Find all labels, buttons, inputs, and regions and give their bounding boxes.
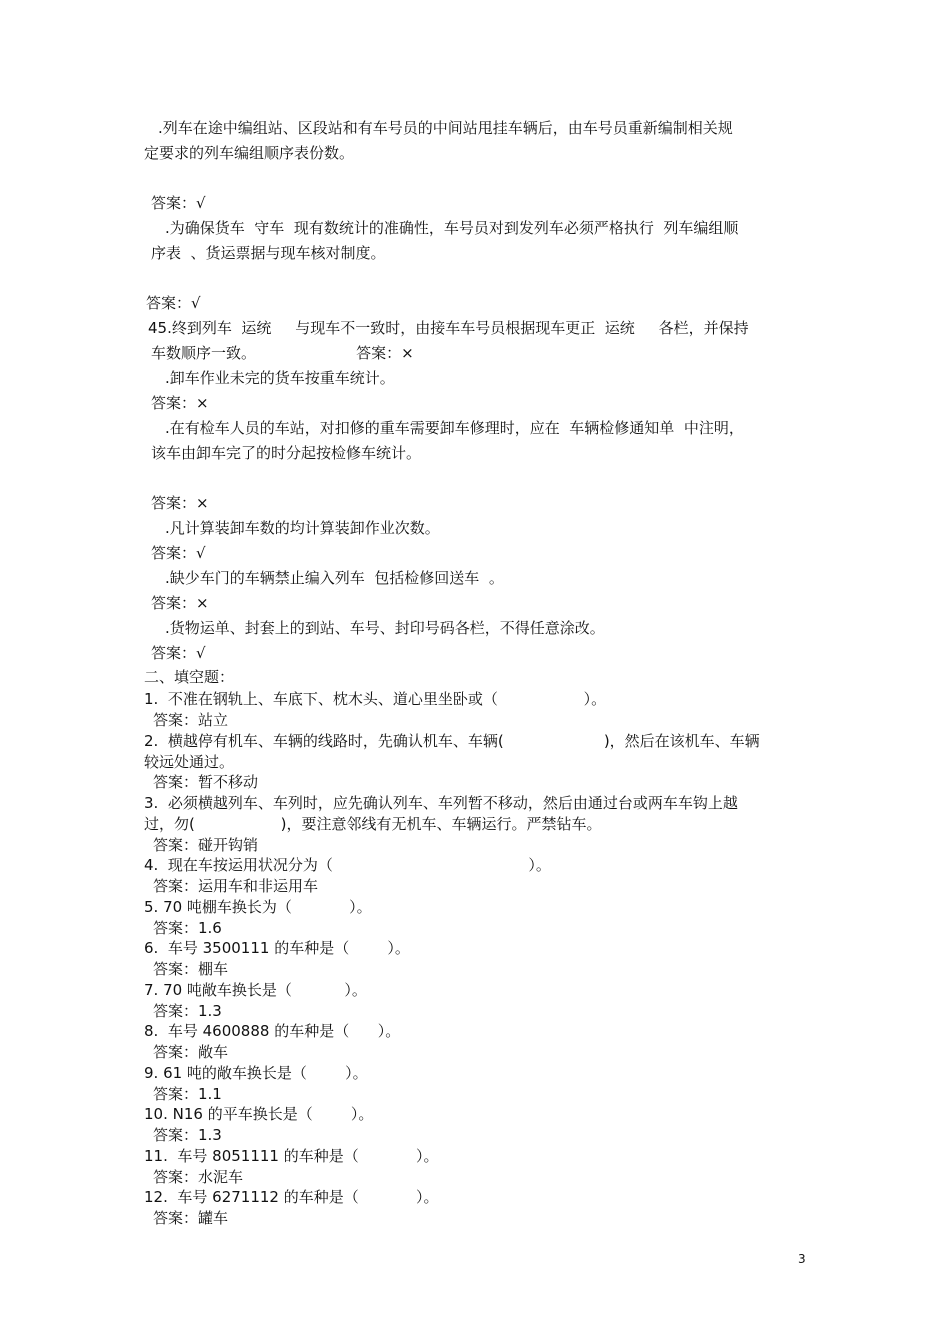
- question-text: 5. 70 吨棚车换长为（ ）。: [144, 898, 372, 916]
- question-text: 4. 现在车按运用状况分为（ ）。: [144, 856, 551, 874]
- question-text: 该车由卸车完了的时分起按检修车统计。: [151, 444, 422, 462]
- question-text: 8. 车号 4600888 的车种是（ ）。: [144, 1022, 401, 1040]
- question-text: 过，勿( )，要注意邻线有无机车、车辆运行。严禁钻车。: [144, 815, 602, 833]
- answer-text: 答案：运用车和非运用车: [153, 877, 319, 895]
- question-text: .凡计算装卸车数的均计算装卸作业次数。: [165, 519, 440, 537]
- question-text: 1. 不准在钢轨上、车底下、枕木头、道心里坐卧或（ ）。: [144, 690, 607, 708]
- answer-text: 答案：√: [151, 194, 206, 212]
- question-text: 11. 车号 8051111 的车种是（ ）。: [144, 1147, 439, 1165]
- page-number: 3: [798, 1252, 806, 1266]
- question-text: .卸车作业未完的货车按重车统计。: [165, 369, 395, 387]
- question-text: 2. 横越停有机车、车辆的线路时，先确认机车、车辆( )，然后在该机车、车辆: [144, 732, 760, 750]
- question-text: 序表 、货运票据与现车核对制度。: [151, 244, 386, 262]
- question-text: 7. 70 吨敞车换长是（ ）。: [144, 981, 367, 999]
- question-text: 10. N16 的平车换长是（ ）。: [144, 1105, 374, 1123]
- answer-text: 答案：1.3: [153, 1126, 222, 1144]
- answer-text: 答案：√: [146, 294, 201, 312]
- answer-text: 答案：站立: [153, 711, 229, 729]
- answer-text: 答案：1.1: [153, 1085, 222, 1103]
- answer-text: 答案：暂不移动: [153, 773, 259, 791]
- answer-text: 答案：√: [151, 644, 206, 662]
- answer-text: 答案：×: [151, 394, 209, 412]
- question-text: .列车在途中编组站、区段站和有车号员的中间站甩挂车辆后，由车号员重新编制相关规: [158, 119, 733, 137]
- question-text: 车数顺序一致。 答案：×: [151, 344, 414, 362]
- question-text: .缺少车门的车辆禁止编入列车 包括检修回送车 。: [165, 569, 504, 587]
- question-text: 较远处通过。: [144, 753, 235, 771]
- question-text: .货物运单、封套上的到站、车号、封印号码各栏，不得任意涂改。: [165, 619, 605, 637]
- answer-text: 答案：×: [151, 594, 209, 612]
- section-heading: 二、填空题：: [144, 668, 235, 686]
- question-text: 12. 车号 6271112 的车种是（ ）。: [144, 1188, 439, 1206]
- question-text: .为确保货车 守车 现有数统计的准确性，车号员对到发列车必须严格执行 列车编组顺: [165, 219, 739, 237]
- answer-text: 答案：1.3: [153, 1002, 222, 1020]
- question-text: 3. 必须横越列车、车列时，应先确认列车、车列暂不移动，然后由通过台或两车车钩上越: [144, 794, 738, 812]
- answer-text: 答案：罐车: [153, 1209, 229, 1227]
- answer-text: 答案：水泥车: [153, 1168, 244, 1186]
- answer-text: 答案：×: [151, 494, 209, 512]
- answer-text: 答案：√: [151, 544, 206, 562]
- question-text: 45.终到列车 运统 与现车不一致时，由接车车号员根据现车更正 运统 各栏，并保持: [148, 319, 749, 337]
- answer-text: 答案：碰开钩销: [153, 836, 259, 854]
- question-text: 9. 61 吨的敞车换长是（ ）。: [144, 1064, 368, 1082]
- question-text: .在有检车人员的车站，对扣修的重车需要卸车修理时，应在 车辆检修通知单 中注明，: [165, 419, 744, 437]
- answer-text: 答案：棚车: [153, 960, 229, 978]
- question-text: 定要求的列车编组顺序表份数。: [144, 144, 355, 162]
- answer-text: 答案：1.6: [153, 919, 222, 937]
- answer-text: 答案：敞车: [153, 1043, 229, 1061]
- question-text: 6. 车号 3500111 的车种是（ ）。: [144, 939, 410, 957]
